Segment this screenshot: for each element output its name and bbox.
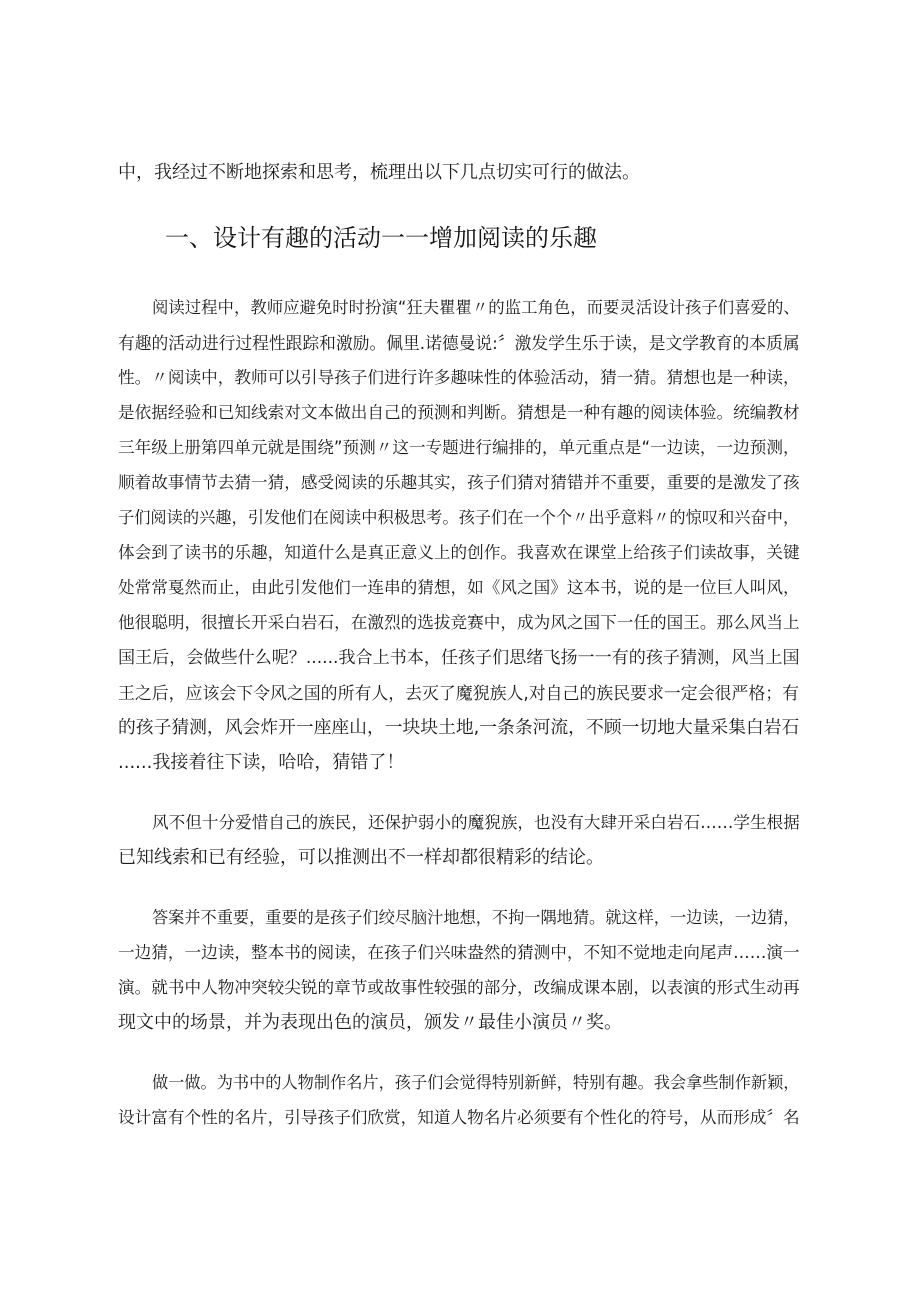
paragraph-line: 阅读过程中，教师应避免时时扮演“狂夫瞿瞿〃的监工角色，而要灵活设计孩子们喜爱的、 <box>152 298 800 317</box>
paragraph-line: 顺着故事情节去猜一猜，感受阅读的乐趣其实，孩子们猜对猜错并不重要，重要的是激发了孩 <box>118 473 800 492</box>
paragraph-line: 现文中的场景，并为表现出色的演员，颁发〃最佳小演员〃奖。 <box>118 1012 622 1033</box>
paragraph-line: 处常常戛然而止，由此引发他们一连串的猜想，如《风之国》这本书，说的是一位巨人叫风， <box>118 578 800 597</box>
paragraph-line: 演。就书中人物冲突较尖锐的章节或故事性较强的部分，改编成课本剧，以表演的形式生动再 <box>118 978 800 997</box>
intro-line: 中，我经过不断地探索和思考，梳理出以下几点切实可行的做法。 <box>118 162 640 183</box>
paragraph-line: 国王后，会做些什么呢？......我合上书本，任孩子们思绪飞扬一一有的孩子猜测，风当上国 <box>118 648 800 668</box>
paragraph-line: 性。〃阅读中，教师可以引导孩子们进行许多趣味性的体验活动，猜一猜。猜想也是一种读， <box>118 368 800 387</box>
paragraph-line: 三年级上册第四单元就是围绕”预测〃这一专题进行编排的，单元重点是“一边读，一边预测， <box>118 438 800 457</box>
paragraph-line: 王之后，应该会下令风之国的所有人，去灭了魔猊族人,对自己的族民要求一定会很严格；有 <box>118 683 799 703</box>
paragraph-line: 体会到了读书的乐趣，知道什么是真正意义上的创作。我喜欢在课堂上给孩子们读故事，关键 <box>118 543 800 562</box>
paragraph-line: 风不但十分爱惜自己的族民，还保护弱小的魔猊族，也没有大肆开采白岩石……学生根据 <box>152 813 800 832</box>
paragraph-line: 子们阅读的兴趣，引发他们在阅读中积极思考。孩子们在一个个〃出乎意料〃的惊叹和兴奋中， <box>118 508 800 527</box>
paragraph-line: 的孩子猜测，风会炸开一座座山，一块块土地,一条条河流，不顾一切地大量采集白岩石 <box>118 717 800 738</box>
paragraph-line: 答案并不重要，重要的是孩子们绞尽脑汁地想，不拘一隅地猜。就这样，一边读，一边猜， <box>152 908 800 927</box>
paragraph-line: 他很聪明，很擅长开采白岩石，在激烈的选拔竞赛中，成为风之国下一任的国王。那么风当上 <box>118 613 800 632</box>
paragraph-line: 是依据经验和已知线索对文本做出自己的预测和判断。猜想是一种有趣的阅读体验。统编教材 <box>118 403 800 422</box>
paragraph-line: 设计富有个性的名片，引导孩子们欣赏，知道人物名片必须要有个性化的符号，从而形成〞名 <box>118 1108 800 1127</box>
paragraph-line: 已知线索和已有经验，可以推测出不一样却都很精彩的结论。 <box>118 847 604 868</box>
paragraph-line: ......我接着往下读，哈哈，猜错了！ <box>118 752 405 773</box>
paragraph-line: 做一做。为书中的人物制作名片，孩子们会觉得特别新鲜，特别有趣。我会拿些制作新颖， <box>152 1073 800 1092</box>
paragraph-line: 有趣的活动进行过程性跟踪和激励。佩里.诺德曼说:〞激发学生乐于读，是文学教育的本质属 <box>118 333 800 353</box>
section-heading: 一、设计有趣的活动一一增加阅读的乐趣 <box>165 224 597 252</box>
paragraph-line: 一边猜，一边读，整本书的阅读，在孩子们兴味盎然的猜测中，不知不觉地走向尾声……演一 <box>118 943 800 962</box>
